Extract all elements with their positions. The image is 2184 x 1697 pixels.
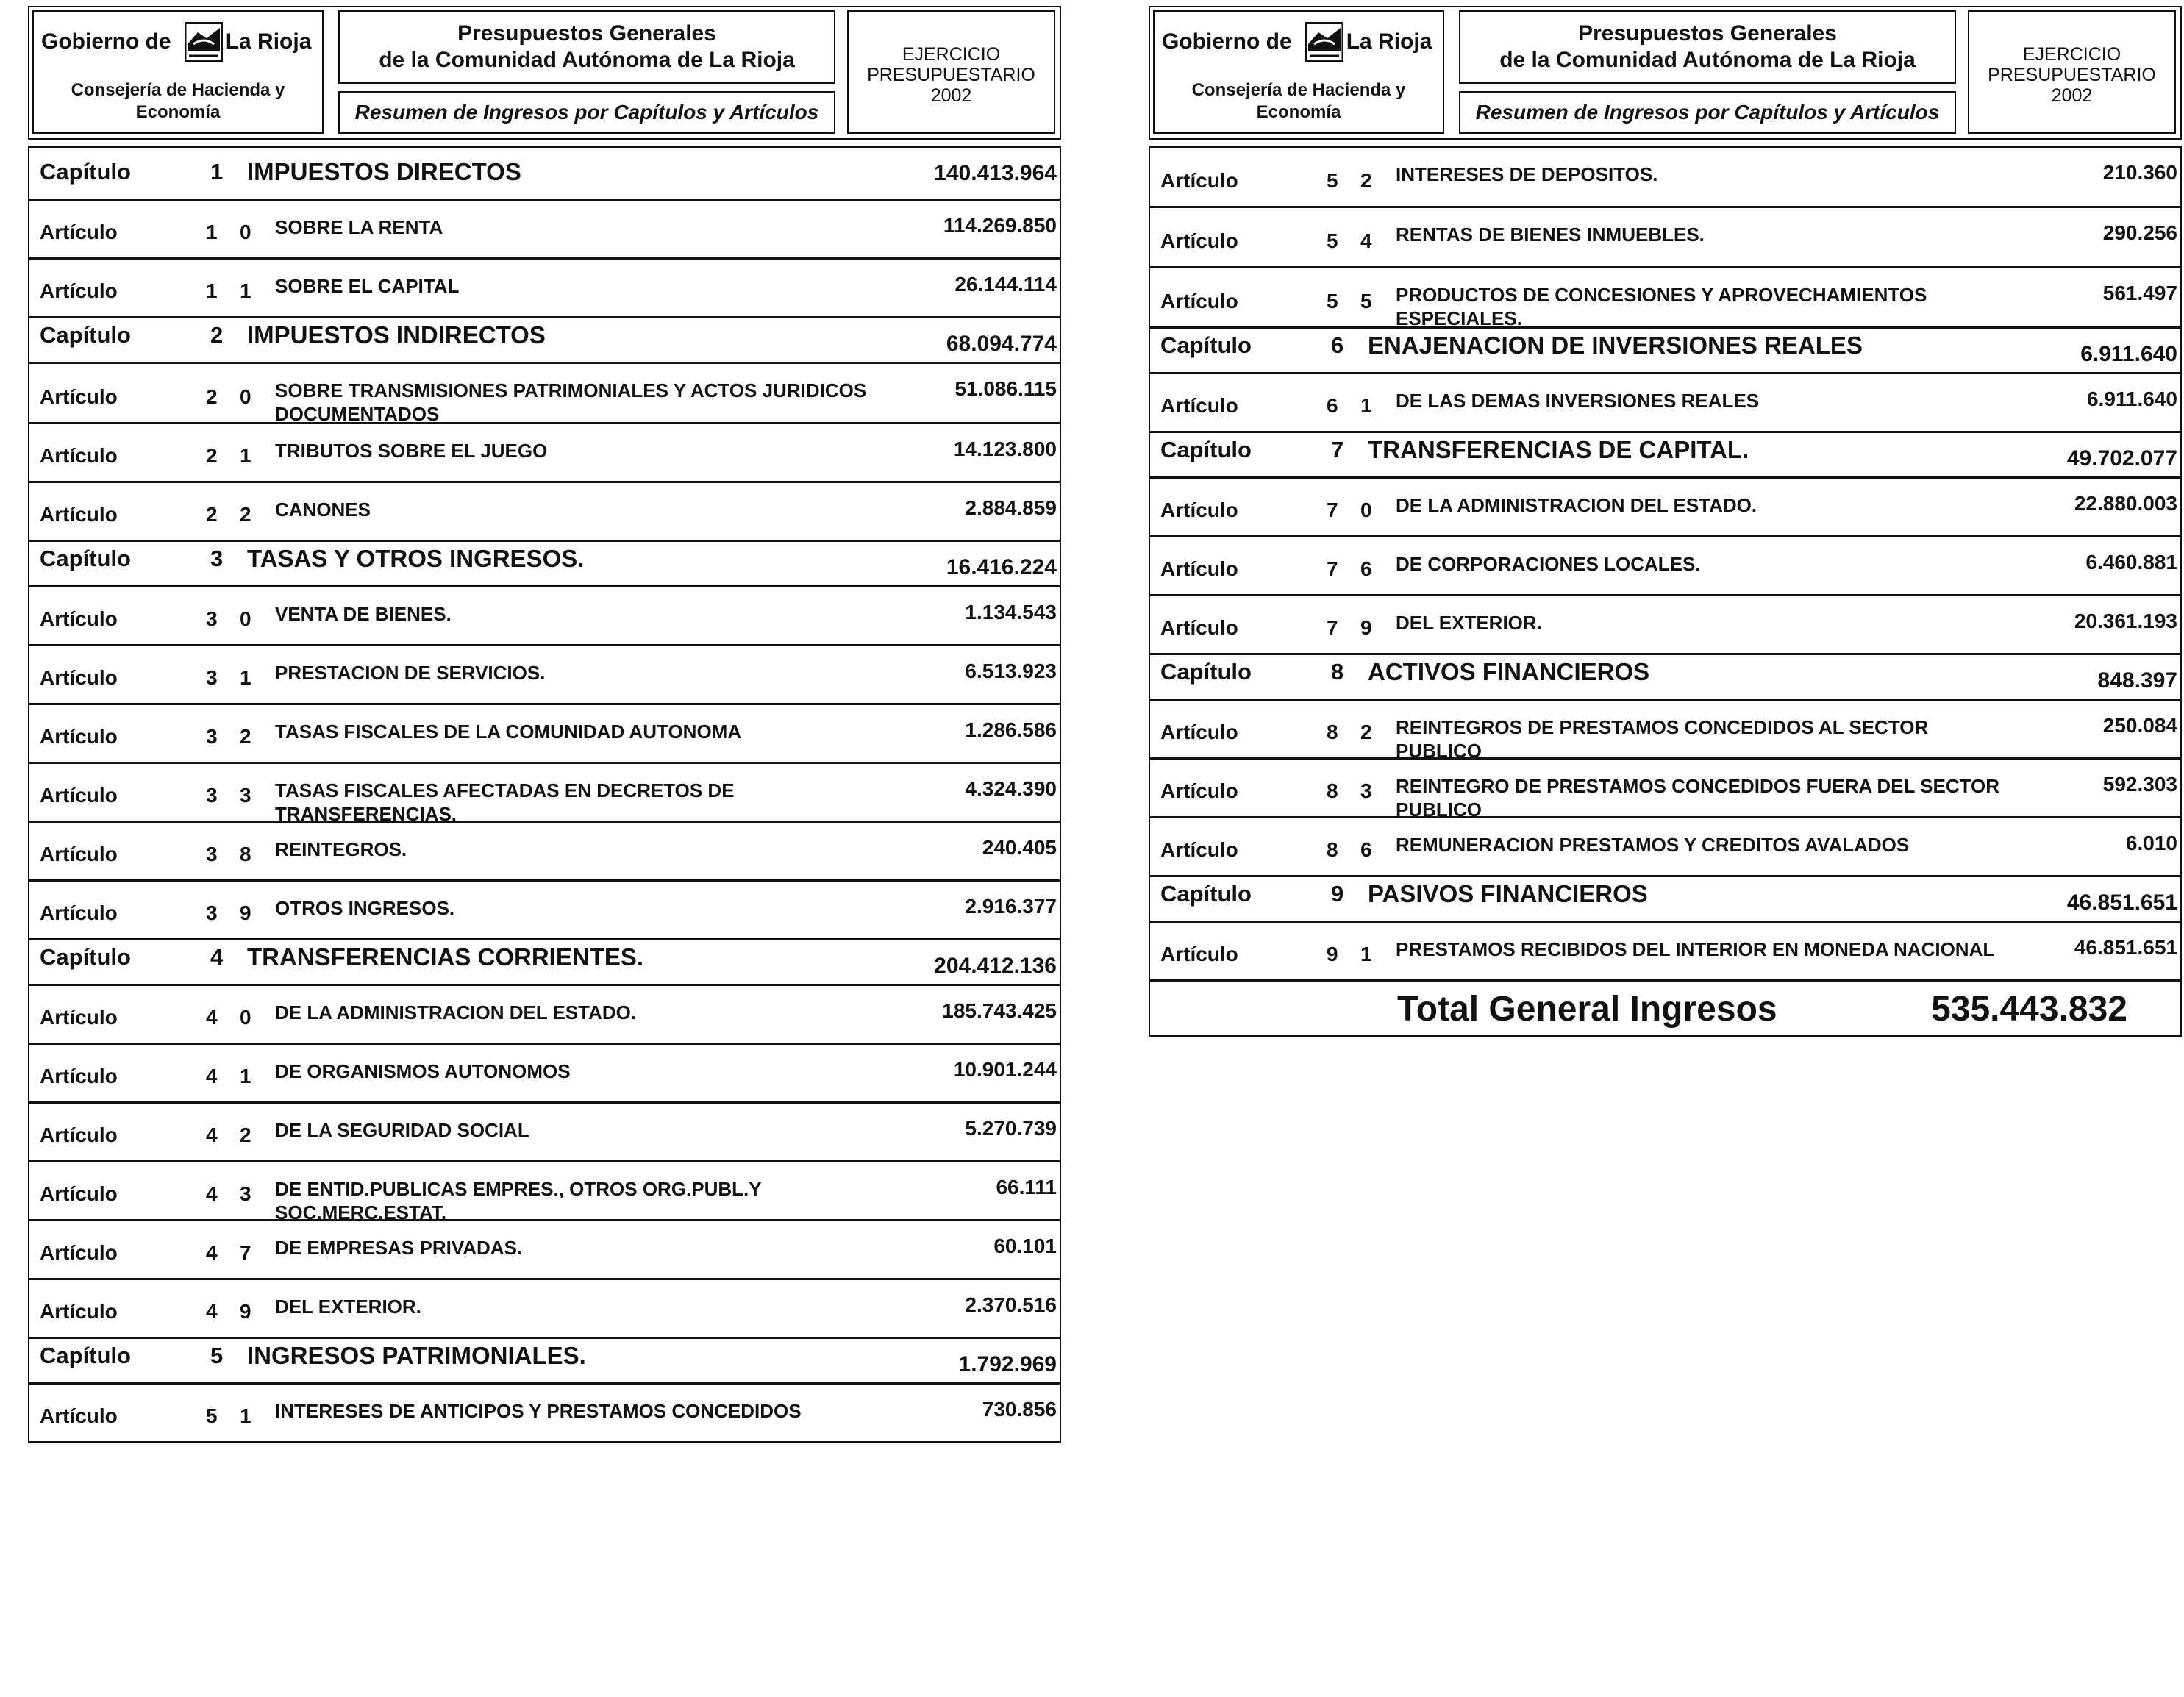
- la-rioja-crest-icon: [185, 22, 223, 62]
- document-title: [338, 10, 835, 84]
- article-row: [1150, 816, 2180, 875]
- row-level-label: Capítulo: [40, 944, 131, 970]
- chapter-row: [1150, 326, 2180, 372]
- article-row: [1150, 266, 2180, 329]
- title-line-1: Presupuestos Generales: [457, 21, 716, 46]
- organization-box: [1153, 10, 1444, 134]
- row-code-1: 1: [210, 159, 224, 185]
- row-amount: 6.010: [2125, 832, 2177, 854]
- row-code-2: 2: [1360, 721, 1372, 743]
- row-level-label: Capítulo: [1160, 332, 1252, 358]
- chapter-row: [29, 1337, 1060, 1382]
- row-code-2: 5: [1360, 290, 1372, 312]
- row-level-label: Artículo: [40, 843, 118, 865]
- row-code-1: 8: [1327, 779, 1338, 802]
- row-level-label: Artículo: [40, 385, 118, 408]
- income-table-left: [28, 146, 1061, 1443]
- row-code-1: 3: [210, 546, 224, 571]
- article-row: [1150, 146, 2180, 206]
- row-description: DE CORPORACIONES LOCALES.: [1396, 553, 1701, 575]
- row-level-label: Artículo: [1160, 499, 1238, 521]
- row-description: VENTA DE BIENES.: [275, 603, 452, 625]
- row-description: TASAS FISCALES DE LA COMUNIDAD AUTONOMA: [275, 721, 742, 743]
- row-description: DE EMPRESAS PRIVADAS.: [275, 1237, 523, 1259]
- article-row: [29, 1219, 1060, 1278]
- year-label-2: PRESUPUESTARIO: [1988, 65, 2156, 85]
- chapter-row: [29, 146, 1060, 199]
- article-row: [1150, 757, 2180, 821]
- row-description: INTERESES DE DEPOSITOS.: [1396, 163, 1658, 185]
- row-amount: 140.413.964: [934, 161, 1057, 185]
- row-description: ACTIVOS FINANCIEROS: [1368, 658, 1650, 685]
- article-row: [29, 1101, 1060, 1160]
- row-amount: 16.416.224: [946, 555, 1057, 579]
- row-code-1: 2: [206, 444, 218, 467]
- row-code-2: 1: [1360, 394, 1372, 417]
- row-code-2: 9: [240, 901, 251, 924]
- org-prefix: Gobierno de: [41, 29, 171, 54]
- row-level-label: Artículo: [40, 666, 118, 689]
- row-description: SOBRE TRANSMISIONES PATRIMONIALES Y ACTOS JURIDICOS DOCUMENTADOS: [275, 379, 867, 425]
- chapter-row: [1150, 875, 2180, 921]
- row-level-label: Artículo: [40, 1123, 118, 1146]
- chapter-row: [1150, 431, 2180, 476]
- row-description: DEL EXTERIOR.: [275, 1296, 421, 1318]
- row-description: IMPUESTOS DIRECTOS: [247, 158, 521, 185]
- row-description: REINTEGROS.: [275, 838, 407, 860]
- row-code-1: 3: [206, 607, 218, 630]
- org-department: Consejería de Hacienda y Economía: [1191, 80, 1406, 122]
- document-subtitle: Resumen de Ingresos por Capítulos y Artículos: [338, 91, 835, 134]
- article-row: [29, 257, 1060, 316]
- row-code-1: 8: [1331, 659, 1344, 685]
- page-header: [1149, 6, 2182, 140]
- row-description: DE LAS DEMAS INVERSIONES REALES: [1396, 390, 1760, 412]
- row-code-2: 9: [240, 1300, 251, 1323]
- row-description: TRANSFERENCIAS CORRIENTES.: [247, 943, 644, 971]
- row-code-2: 7: [240, 1241, 251, 1264]
- row-amount: 6.911.640: [2080, 342, 2177, 366]
- row-amount: 46.851.651: [2074, 936, 2177, 959]
- row-code-2: 3: [240, 784, 251, 807]
- row-level-label: Artículo: [40, 221, 118, 243]
- organization-box: [32, 10, 324, 134]
- row-amount: 848.397: [2097, 668, 2177, 693]
- row-level-label: Capítulo: [40, 546, 131, 571]
- row-amount: 51.086.115: [954, 377, 1057, 400]
- row-description: SOBRE LA RENTA: [275, 216, 443, 238]
- row-code-1: 4: [206, 1182, 218, 1205]
- org-prefix: Gobierno de: [1162, 29, 1292, 54]
- row-code-2: 4: [1360, 229, 1372, 252]
- row-code-2: 0: [240, 1006, 251, 1029]
- chapter-row: [1150, 653, 2180, 699]
- row-code-1: 6: [1327, 394, 1338, 417]
- fiscal-year: 2002: [2051, 85, 2093, 106]
- row-level-label: Artículo: [40, 725, 118, 748]
- row-level-label: Artículo: [40, 784, 118, 807]
- article-row: [29, 703, 1060, 762]
- row-code-2: 0: [240, 221, 251, 243]
- row-amount: 10.901.244: [953, 1058, 1057, 1081]
- row-amount: 20.361.193: [2074, 610, 2177, 632]
- row-amount: 204.412.136: [934, 954, 1057, 978]
- title-line-2: de la Comunidad Autónoma de La Rioja: [379, 48, 795, 72]
- article-row: [29, 1043, 1060, 1101]
- page-left: [28, 0, 1061, 1443]
- row-amount: 730.856: [982, 1398, 1057, 1421]
- row-level-label: Capítulo: [40, 1343, 131, 1368]
- row-description: RENTAS DE BIENES INMUEBLES.: [1396, 224, 1705, 246]
- row-level-label: Artículo: [1160, 943, 1238, 965]
- row-code-1: 4: [206, 1065, 218, 1087]
- title-line-1: Presupuestos Generales: [1578, 21, 1837, 46]
- fiscal-year: 2002: [930, 85, 972, 106]
- row-description: PRODUCTOS DE CONCESIONES Y APROVECHAMIENTOS ESPECIALES.: [1396, 284, 1927, 329]
- row-amount: 2.884.859: [965, 496, 1057, 519]
- row-description: INTERESES DE ANTICIPOS Y PRESTAMOS CONCEDIDOS: [275, 1400, 802, 1422]
- row-description: PRESTACION DE SERVICIOS.: [275, 662, 546, 684]
- article-row: [1150, 699, 2180, 762]
- row-amount: 6.911.640: [2086, 387, 2177, 410]
- article-row: [29, 422, 1060, 481]
- row-amount: 1.792.969: [958, 1352, 1057, 1376]
- article-row: [1150, 372, 2180, 431]
- grand-total-label: Total General Ingresos: [1397, 990, 1777, 1029]
- row-description: ENAJENACION DE INVERSIONES REALES: [1368, 332, 1863, 359]
- chapter-row: [29, 316, 1060, 362]
- row-level-label: Artículo: [40, 503, 118, 526]
- row-code-2: 6: [1360, 557, 1372, 580]
- row-code-1: 4: [206, 1300, 218, 1323]
- row-code-1: 3: [206, 901, 218, 924]
- row-code-1: 7: [1327, 616, 1338, 639]
- income-table-right: [1149, 146, 2182, 979]
- row-code-2: 1: [240, 1065, 251, 1087]
- row-description: DE LA ADMINISTRACION DEL ESTADO.: [275, 1001, 637, 1023]
- row-code-2: 1: [240, 1404, 251, 1427]
- article-row: [29, 199, 1060, 257]
- page-right: [1149, 0, 2182, 1037]
- row-code-2: 8: [240, 843, 251, 865]
- row-description: TRANSFERENCIAS DE CAPITAL.: [1368, 436, 1749, 463]
- year-label-2: PRESUPUESTARIO: [867, 65, 1035, 85]
- org-name: La Rioja: [1346, 29, 1432, 54]
- article-row: [29, 481, 1060, 540]
- article-row: [29, 879, 1060, 938]
- row-code-1: 3: [206, 784, 218, 807]
- row-code-2: 2: [240, 1123, 251, 1146]
- row-code-1: 3: [206, 843, 218, 865]
- article-row: [29, 1160, 1060, 1223]
- row-level-label: Capítulo: [1160, 659, 1252, 685]
- row-code-2: 2: [1360, 169, 1372, 192]
- row-amount: 46.851.651: [2066, 890, 2177, 915]
- row-code-2: 1: [240, 279, 251, 302]
- row-code-1: 7: [1327, 557, 1338, 580]
- title-line-2: de la Comunidad Autónoma de La Rioja: [1499, 48, 1916, 72]
- row-level-label: Artículo: [40, 1404, 118, 1427]
- article-row: [1150, 535, 2180, 594]
- row-level-label: Capítulo: [40, 159, 131, 185]
- year-label-1: EJERCICIO: [902, 44, 1001, 65]
- row-code-2: 6: [1360, 838, 1372, 861]
- row-code-2: 2: [240, 725, 251, 748]
- row-code-1: 5: [1327, 169, 1338, 192]
- row-level-label: Artículo: [1160, 557, 1238, 580]
- row-description: PASIVOS FINANCIEROS: [1368, 880, 1648, 907]
- row-level-label: Capítulo: [1160, 437, 1252, 462]
- organization-name: [1162, 22, 1432, 62]
- row-amount: 1.286.586: [965, 718, 1057, 741]
- row-level-label: Artículo: [1160, 838, 1238, 861]
- row-description: DE LA ADMINISTRACION DEL ESTADO.: [1396, 494, 1757, 516]
- article-row: [29, 1382, 1060, 1441]
- row-amount: 592.303: [2102, 773, 2177, 796]
- article-row: [1150, 476, 2180, 535]
- article-row: [29, 585, 1060, 644]
- organization-name: [41, 22, 311, 62]
- row-amount: 26.144.114: [954, 273, 1057, 296]
- row-amount: 290.256: [2102, 221, 2177, 244]
- row-code-2: 2: [240, 503, 251, 526]
- article-row: [1150, 594, 2180, 653]
- row-amount: 66.111: [996, 1176, 1057, 1198]
- row-level-label: Artículo: [40, 607, 118, 630]
- row-amount: 49.702.077: [2066, 446, 2177, 471]
- row-level-label: Artículo: [40, 1241, 118, 1264]
- row-code-1: 4: [206, 1006, 218, 1029]
- row-level-label: Artículo: [40, 1182, 118, 1205]
- row-code-1: 5: [210, 1343, 224, 1368]
- row-amount: 2.916.377: [965, 895, 1057, 918]
- row-code-1: 2: [210, 322, 224, 348]
- grand-total-row: [1149, 979, 2182, 1037]
- row-code-2: 0: [240, 607, 251, 630]
- row-amount: 22.880.003: [2074, 492, 2177, 515]
- row-code-1: 9: [1327, 943, 1338, 965]
- row-description: TRIBUTOS SOBRE EL JUEGO: [275, 440, 548, 462]
- row-level-label: Artículo: [1160, 229, 1238, 252]
- page-header: [28, 6, 1061, 140]
- org-department: Consejería de Hacienda y Economía: [71, 80, 285, 122]
- row-description: DEL EXTERIOR.: [1396, 612, 1542, 634]
- row-amount: 4.324.390: [965, 777, 1057, 800]
- row-description: OTROS INGRESOS.: [275, 897, 455, 919]
- org-name: La Rioja: [225, 29, 312, 54]
- row-code-1: 3: [206, 725, 218, 748]
- row-amount: 1.134.543: [965, 601, 1057, 624]
- document-title: [1459, 10, 1956, 84]
- la-rioja-crest-icon: [1305, 22, 1343, 62]
- row-code-2: 3: [1360, 779, 1372, 802]
- row-description: PRESTAMOS RECIBIDOS DEL INTERIOR EN MONEDA NACIONAL: [1396, 938, 1995, 960]
- row-description: IMPUESTOS INDIRECTOS: [247, 321, 546, 349]
- row-code-2: 0: [240, 385, 251, 408]
- row-code-2: 1: [240, 666, 251, 689]
- row-level-label: Artículo: [40, 901, 118, 924]
- article-row: [29, 1278, 1060, 1337]
- row-level-label: Artículo: [1160, 290, 1238, 312]
- row-description: CANONES: [275, 499, 371, 521]
- row-level-label: Artículo: [40, 444, 118, 467]
- row-code-2: 1: [240, 444, 251, 467]
- article-row: [29, 644, 1060, 703]
- chapter-row: [29, 540, 1060, 585]
- row-code-1: 8: [1327, 721, 1338, 743]
- row-description: SOBRE EL CAPITAL: [275, 275, 460, 297]
- row-code-1: 4: [206, 1123, 218, 1146]
- row-description: TASAS Y OTROS INGRESOS.: [247, 545, 585, 572]
- grand-total-value: 535.443.832: [1931, 990, 2127, 1029]
- row-code-1: 8: [1327, 838, 1338, 861]
- row-level-label: Artículo: [40, 1300, 118, 1323]
- row-description: DE LA SEGURIDAD SOCIAL: [275, 1119, 529, 1141]
- row-code-1: 4: [210, 944, 224, 970]
- row-amount: 6.460.881: [2085, 551, 2177, 574]
- row-code-1: 4: [206, 1241, 218, 1264]
- row-amount: 240.405: [982, 836, 1057, 859]
- row-description: REINTEGROS DE PRESTAMOS CONCEDIDOS AL SECTOR PUBLICO: [1396, 716, 1929, 762]
- row-level-label: Artículo: [1160, 721, 1238, 743]
- article-row: [29, 762, 1060, 825]
- article-row: [1150, 921, 2180, 979]
- fiscal-year-box: [1968, 10, 2176, 134]
- row-code-1: 1: [206, 279, 218, 302]
- row-level-label: Capítulo: [1160, 881, 1252, 907]
- article-row: [29, 984, 1060, 1043]
- row-code-2: 0: [1360, 499, 1372, 521]
- row-amount: 68.094.774: [946, 332, 1057, 356]
- row-description: INGRESOS PATRIMONIALES.: [247, 1342, 586, 1369]
- row-amount: 2.370.516: [965, 1293, 1057, 1316]
- row-level-label: Artículo: [40, 1065, 118, 1087]
- article-row: [29, 821, 1060, 879]
- row-amount: 250.084: [2102, 714, 2177, 737]
- row-description: DE ORGANISMOS AUTONOMOS: [275, 1060, 571, 1082]
- row-code-1: 1: [206, 221, 218, 243]
- row-description: TASAS FISCALES AFECTADAS EN DECRETOS DE TRANSFERENCIAS.: [275, 779, 735, 825]
- article-row: [1150, 206, 2180, 266]
- row-level-label: Artículo: [40, 279, 118, 302]
- row-code-2: 9: [1360, 616, 1372, 639]
- row-code-1: 7: [1327, 499, 1338, 521]
- row-level-label: Artículo: [1160, 169, 1238, 192]
- row-code-1: 6: [1331, 332, 1344, 358]
- row-amount: 561.497: [2102, 282, 2177, 304]
- document-subtitle: Resumen de Ingresos por Capítulos y Artículos: [1459, 91, 1956, 134]
- row-level-label: Capítulo: [40, 322, 131, 348]
- row-amount: 60.101: [993, 1235, 1057, 1257]
- chapter-row: [29, 938, 1060, 984]
- row-code-1: 5: [1327, 229, 1338, 252]
- row-code-1: 5: [1327, 290, 1338, 312]
- row-code-1: 3: [206, 666, 218, 689]
- row-code-1: 5: [206, 1404, 218, 1427]
- row-code-1: 9: [1331, 881, 1344, 907]
- row-amount: 5.270.739: [965, 1117, 1057, 1140]
- row-code-1: 2: [206, 385, 218, 408]
- row-level-label: Artículo: [40, 1006, 118, 1029]
- year-label-1: EJERCICIO: [2022, 44, 2121, 65]
- row-code-2: 1: [1360, 943, 1372, 965]
- row-code-1: 7: [1331, 437, 1344, 462]
- row-description: DE ENTID.PUBLICAS EMPRES., OTROS ORG.PUBL.Y SOC.MERC.ESTAT.: [275, 1178, 762, 1223]
- article-row: [29, 362, 1060, 425]
- row-level-label: Artículo: [1160, 616, 1238, 639]
- row-amount: 6.513.923: [965, 660, 1057, 682]
- row-amount: 14.123.800: [953, 437, 1057, 460]
- row-description: REMUNERACION PRESTAMOS Y CREDITOS AVALADOS: [1396, 834, 1910, 856]
- row-level-label: Artículo: [1160, 394, 1238, 417]
- row-level-label: Artículo: [1160, 779, 1238, 802]
- row-code-1: 2: [206, 503, 218, 526]
- row-description: REINTEGRO DE PRESTAMOS CONCEDIDOS FUERA DEL SECTOR PUBLICO: [1396, 775, 2000, 821]
- row-amount: 185.743.425: [942, 999, 1057, 1022]
- row-amount: 114.269.850: [943, 214, 1057, 237]
- row-amount: 210.360: [2102, 161, 2177, 184]
- fiscal-year-box: [847, 10, 1055, 134]
- row-code-2: 3: [240, 1182, 251, 1205]
